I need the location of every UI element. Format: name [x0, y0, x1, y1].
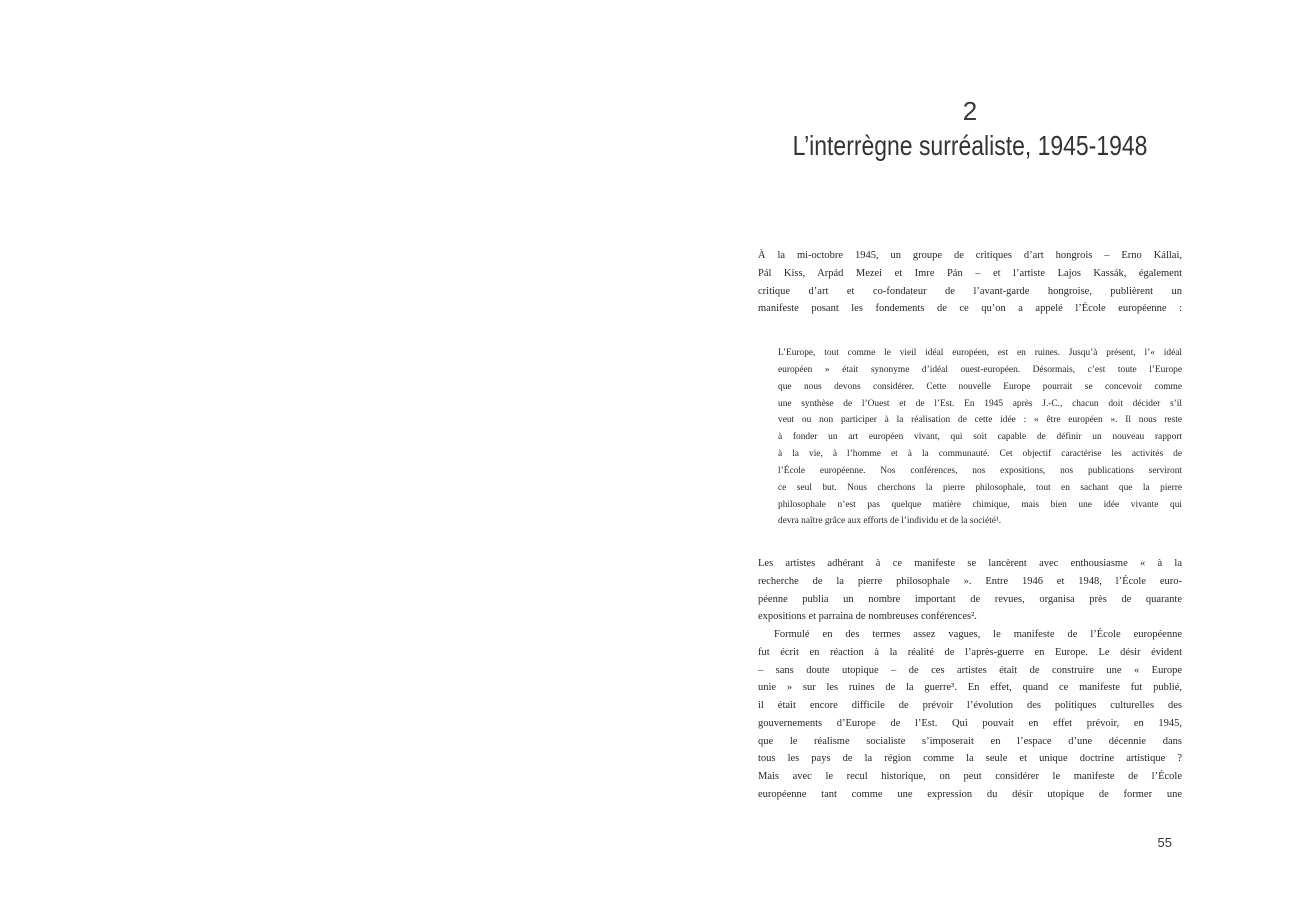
text-line: expositions et parraina de nombreuses conférences².: [758, 611, 977, 623]
text-line: – sans doute utopique – de ces artistes était de construire une « Europe: [758, 664, 1182, 676]
text-line: Pál Kiss, Arpád Mezei et Imre Pán – et l’artiste Lajos Kassák, également: [758, 267, 1182, 279]
text-line: Mais avec le recul historique, on peut considérer le manifeste de l’École: [758, 771, 1182, 782]
text-line: philosophale n’est pas quelque matière chimique, mais bien une idée vivante qui: [778, 499, 1182, 510]
text-line: manifeste posant les fondements de ce qu’on a appelé l’École européenne :: [758, 303, 1182, 315]
text-line: tous les pays de la région comme la seule et unique doctrine artistique ?: [758, 753, 1182, 765]
book-page: [758, 0, 1182, 913]
text-line: À la mi-octobre 1945, un groupe de critiques d’art hongrois – Erno Kállai,: [758, 250, 1182, 261]
chapter-title: L’interrègne surréaliste, 1945-1948: [792, 130, 1148, 161]
text-line: ce seul but. Nous cherchons la pierre philosophale, tout en sachant que la pierre: [778, 482, 1182, 493]
text-line: Les artistes adhérant à ce manifeste se lancèrent avec enthousiasme « à la: [758, 558, 1182, 569]
text-line: devra naître grâce aux efforts de l’individu et de la société¹.: [778, 516, 1002, 527]
text-line: unie » sur les ruines de la guerre³. En effet, quand ce manifeste fut publié,: [758, 682, 1182, 694]
page-number: 55: [1157, 835, 1172, 850]
text-line: à la vie, à l’homme et à la communauté. Cet objectif caractérise les activités de: [778, 449, 1182, 460]
text-line: l’École européenne. Nos conférences, nos expositions, nos publications serviront: [778, 465, 1182, 476]
chapter-number: 2: [962, 96, 978, 126]
text-line: veut ou non participer à la réalisation de cette idée : « être européen ». Il nous reste: [778, 415, 1182, 426]
text-line: européenne tant comme une expression du désir utopique de former une: [758, 788, 1182, 800]
text-line: critique d’art et co-fondateur de l’avant-garde hongroise, publièrent un: [758, 285, 1182, 297]
paragraph-manifesto-context: [758, 626, 1182, 804]
text-line: que le réalisme socialiste s’imposerait en l’espace d’une décennie dans: [758, 735, 1182, 747]
text-line: recherche de la pierre philosophale ». Entre 1946 et 1948, l’École euro-: [758, 575, 1182, 587]
text-line: que nous devons considérer. Cette nouvelle Europe pourrait se concevoir comme: [778, 381, 1182, 392]
paragraph-artists: [758, 555, 1182, 626]
text-line: gouvernements d’Europe de l’Est. Qui pouvait en effet prévoir, en 1945,: [758, 717, 1182, 729]
text-line: européen » était synonyme d’idéal ouest-européen. Désormais, c’est toute l’Europe: [778, 364, 1182, 375]
text-line: fut écrit en réaction à la réalité de l’après-guerre en Europe. Le désir évident: [758, 646, 1182, 658]
text-line: L’Europe, tout comme le vieil idéal européen, est en ruines. Jusqu’à présent, l’« idéal: [778, 348, 1182, 358]
text-line: à fonder un art européen vivant, qui soit capable de définir un nouveau rapport: [778, 432, 1182, 443]
text-line: une synthèse de l’Ouest et de l’Est. En 1945 après J.-C., chacun doit décider s’il: [778, 398, 1182, 409]
paragraph-intro: [758, 247, 1182, 318]
text-line: il était encore difficile de prévoir l’évolution des politiques culturelles des: [758, 700, 1182, 711]
block-quote-manifesto: [778, 345, 1182, 530]
text-line: Formulé en des termes assez vagues, le manifeste de l’École européenne: [774, 629, 1182, 640]
text-line: péenne publia un nombre important de revues, organisa près de quarante: [758, 593, 1182, 605]
